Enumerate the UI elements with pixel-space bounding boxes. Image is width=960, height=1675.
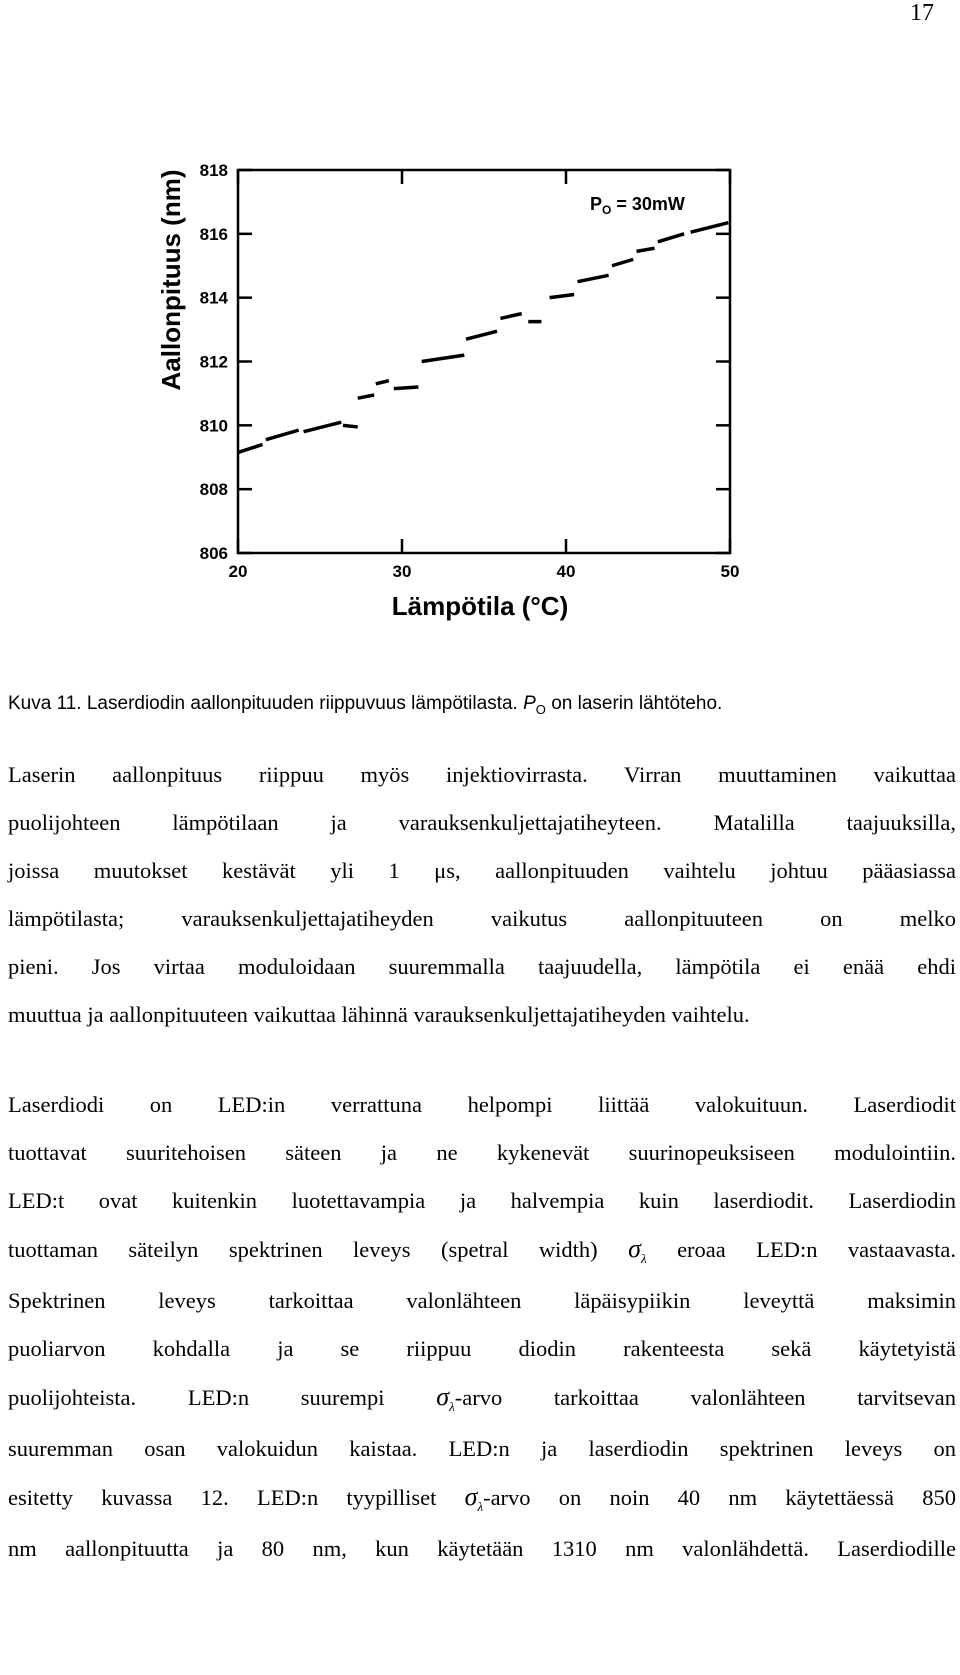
page-number: 17 bbox=[910, 0, 934, 26]
y-tick-label: 810 bbox=[199, 416, 228, 436]
y-tick-label: 812 bbox=[199, 352, 228, 372]
caption-text: Kuva 11. Laserdiodin aallonpituuden riippuvuus lämpötilasta. bbox=[8, 693, 524, 714]
power-annotation bbox=[590, 194, 685, 217]
data-segment bbox=[358, 395, 374, 398]
data-segment bbox=[691, 223, 729, 233]
caption-subscript: O bbox=[535, 701, 546, 717]
x-tick-label: 20 bbox=[228, 562, 248, 581]
chart-ticks bbox=[200, 161, 740, 581]
data-segment bbox=[577, 275, 608, 281]
text-line: tuottavat suuritehoisen säteen ja ne kykenevät suurinopeuksiseen modulointiin. bbox=[8, 1140, 956, 1165]
text-line: nm aallonpituutta ja 80 nm, kun käytetään 1310 nm valonlähdettä. Laserdiodille bbox=[8, 1536, 956, 1561]
text-line: suuremman osan valokuidun kaistaa. LED:n ja laserdiodin spektrinen leveys on bbox=[8, 1436, 956, 1461]
line-end: -arvo tarkoittaa valonlähteen tarvitsevan bbox=[454, 1385, 956, 1410]
text-line: muuttua ja aallonpituuteen vaikuttaa lähinnä varauksenkuljettajatiheyden vaihtelu. bbox=[8, 1002, 750, 1027]
sigma-lambda-symbol: $\sigma_\lambda$ bbox=[628, 1234, 647, 1267]
caption-rest: on laserin lähtöteho. bbox=[545, 693, 723, 714]
paragraph-2 bbox=[8, 1088, 956, 1580]
annotation-subscript: O bbox=[602, 203, 612, 217]
caption-symbol: P bbox=[523, 693, 536, 714]
figure-caption bbox=[8, 693, 722, 717]
sigma-lambda-symbol: $\sigma_\lambda$ bbox=[464, 1482, 484, 1515]
data-segment bbox=[612, 259, 633, 265]
text-line: LED:t ovat kuitenkin luotettavampia ja halvempia kuin laserdiodit. Laserdiodin bbox=[8, 1188, 956, 1213]
x-tick-label: 40 bbox=[556, 562, 576, 581]
y-tick-label: 808 bbox=[199, 480, 228, 500]
text-line-with-symbol bbox=[8, 1232, 956, 1284]
y-tick-label: 814 bbox=[199, 288, 228, 308]
text-line: Laserin aallonpituus riippuu myös injektiovirrasta. Virran muuttaminen vaikuttaa bbox=[8, 762, 956, 787]
text-line: joissa muutokset kestävät yli 1 μs, aallonpituuden vaihtelu johtuu pääasiassa bbox=[8, 858, 956, 883]
text-line: puoliarvon kohdalla ja se riippuu diodin rakenteesta sekä käytetyistä bbox=[8, 1336, 956, 1361]
data-segment bbox=[637, 248, 655, 251]
data-segment bbox=[394, 387, 419, 389]
text-line: Laserdiodi on LED:in verrattuna helpompi liittää valokuituun. Laserdiodit bbox=[8, 1092, 956, 1117]
data-segment bbox=[376, 381, 389, 384]
line-start: tuottaman säteilyn spektrinen leveys (spetral width) bbox=[8, 1237, 629, 1262]
text-line: Spektrinen leveys tarkoittaa valonlähteen läpäisypiikin leveyttä maksimin bbox=[8, 1288, 956, 1313]
data-segment bbox=[550, 294, 575, 297]
data-segment bbox=[304, 422, 342, 432]
x-tick-label: 50 bbox=[720, 562, 740, 581]
text-line-with-symbol bbox=[8, 1480, 956, 1532]
line-end: -arvo on noin 40 nm käytettäessä 850 bbox=[483, 1485, 956, 1510]
plot-frame bbox=[238, 170, 730, 553]
data-segment bbox=[343, 425, 358, 427]
wavelength-temperature-chart bbox=[150, 155, 760, 635]
text-line: lämpötilasta; varauksenkuljettajatiheyden vaikutus aallonpituuteen on melko bbox=[8, 906, 956, 931]
data-segment bbox=[658, 234, 684, 242]
data-segment bbox=[266, 430, 299, 440]
data-segment bbox=[466, 331, 497, 339]
chart-series bbox=[238, 223, 728, 453]
data-segment bbox=[500, 314, 521, 319]
data-segment bbox=[422, 355, 465, 361]
text-line: pieni. Jos virtaa moduloidaan suuremmalla taajuudella, lämpötila ei enää ehdi bbox=[8, 954, 956, 979]
text-line-with-symbol bbox=[8, 1380, 956, 1432]
annotation-value: = 30mW bbox=[611, 194, 685, 214]
x-axis-label: Lämpötila (°C) bbox=[391, 591, 569, 621]
annotation-symbol: P bbox=[590, 194, 603, 214]
data-segment bbox=[238, 444, 263, 452]
y-tick-label: 806 bbox=[199, 544, 228, 563]
x-tick-label: 30 bbox=[392, 562, 412, 581]
paragraph-1 bbox=[8, 758, 956, 1046]
line-start: esitetty kuvassa 12. LED:n tyypilliset bbox=[8, 1485, 465, 1510]
line-end: eroaa LED:n vastaavasta. bbox=[646, 1237, 956, 1262]
y-axis-label: Aallonpituus (nm) bbox=[156, 169, 186, 391]
chart-axes bbox=[238, 170, 730, 553]
text-line: puolijohteen lämpötilaan ja varauksenkuljettajatiheyteen. Matalilla taajuuksilla, bbox=[8, 810, 956, 835]
line-start: puolijohteista. LED:n suurempi bbox=[8, 1385, 437, 1410]
y-tick-label: 818 bbox=[199, 161, 228, 180]
y-tick-label: 816 bbox=[199, 224, 228, 244]
sigma-lambda-symbol: $\sigma_\lambda$ bbox=[436, 1382, 455, 1415]
